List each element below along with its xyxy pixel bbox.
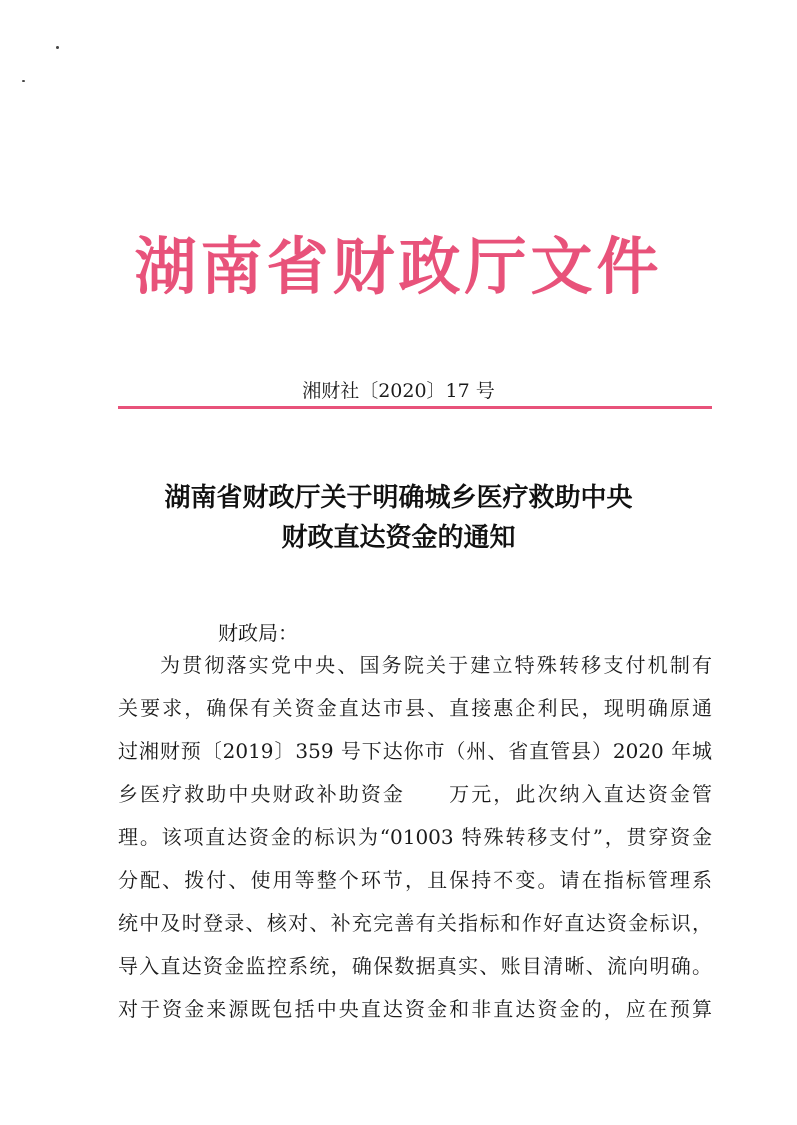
document-title: [0, 478, 797, 558]
addressee: 财政局：: [218, 621, 298, 645]
body-line-7: 统中及时登录、核对、补充完善有关指标和作好直达资金标识，: [118, 911, 712, 935]
body-line-1: 为贯彻落实党中央、国务院关于建立特殊转移支付机制有: [160, 653, 712, 677]
scan-speck: [56, 46, 59, 49]
body-line-6: 分配、拨付、使用等整个环节，且保持不变。请在指标管理系: [118, 868, 712, 892]
body-line-4: 乡医疗救助中央财政补助资金 万元，此次纳入直达资金管: [118, 782, 712, 806]
body-line-9: 对于资金来源既包括中央直达资金和非直达资金的，应在预算: [118, 997, 712, 1021]
document-title-line-2: 财政直达资金的通知: [281, 523, 516, 553]
body-line-3: 过湘财预〔2019〕359 号下达你市（州、省直管县）2020 年城: [118, 739, 712, 763]
issuer-header: 湖南省财政厅文件: [134, 230, 663, 303]
scan-speck: [22, 80, 25, 82]
document-title-line-1: 湖南省财政厅关于明确城乡医疗救助中央: [164, 483, 633, 513]
red-divider-line: [118, 406, 712, 409]
document-number: 湘财社〔2020〕17 号: [302, 380, 495, 402]
body-line-2: 关要求，确保有关资金直达市县、直接惠企利民，现明确原通: [118, 696, 712, 720]
body-line-8: 导入直达资金监控系统，确保数据真实、账目清晰、流向明确。: [118, 954, 712, 978]
body-line-5: 理。该项直达资金的标识为“01003 特殊转移支付”，贯穿资金: [118, 825, 712, 849]
